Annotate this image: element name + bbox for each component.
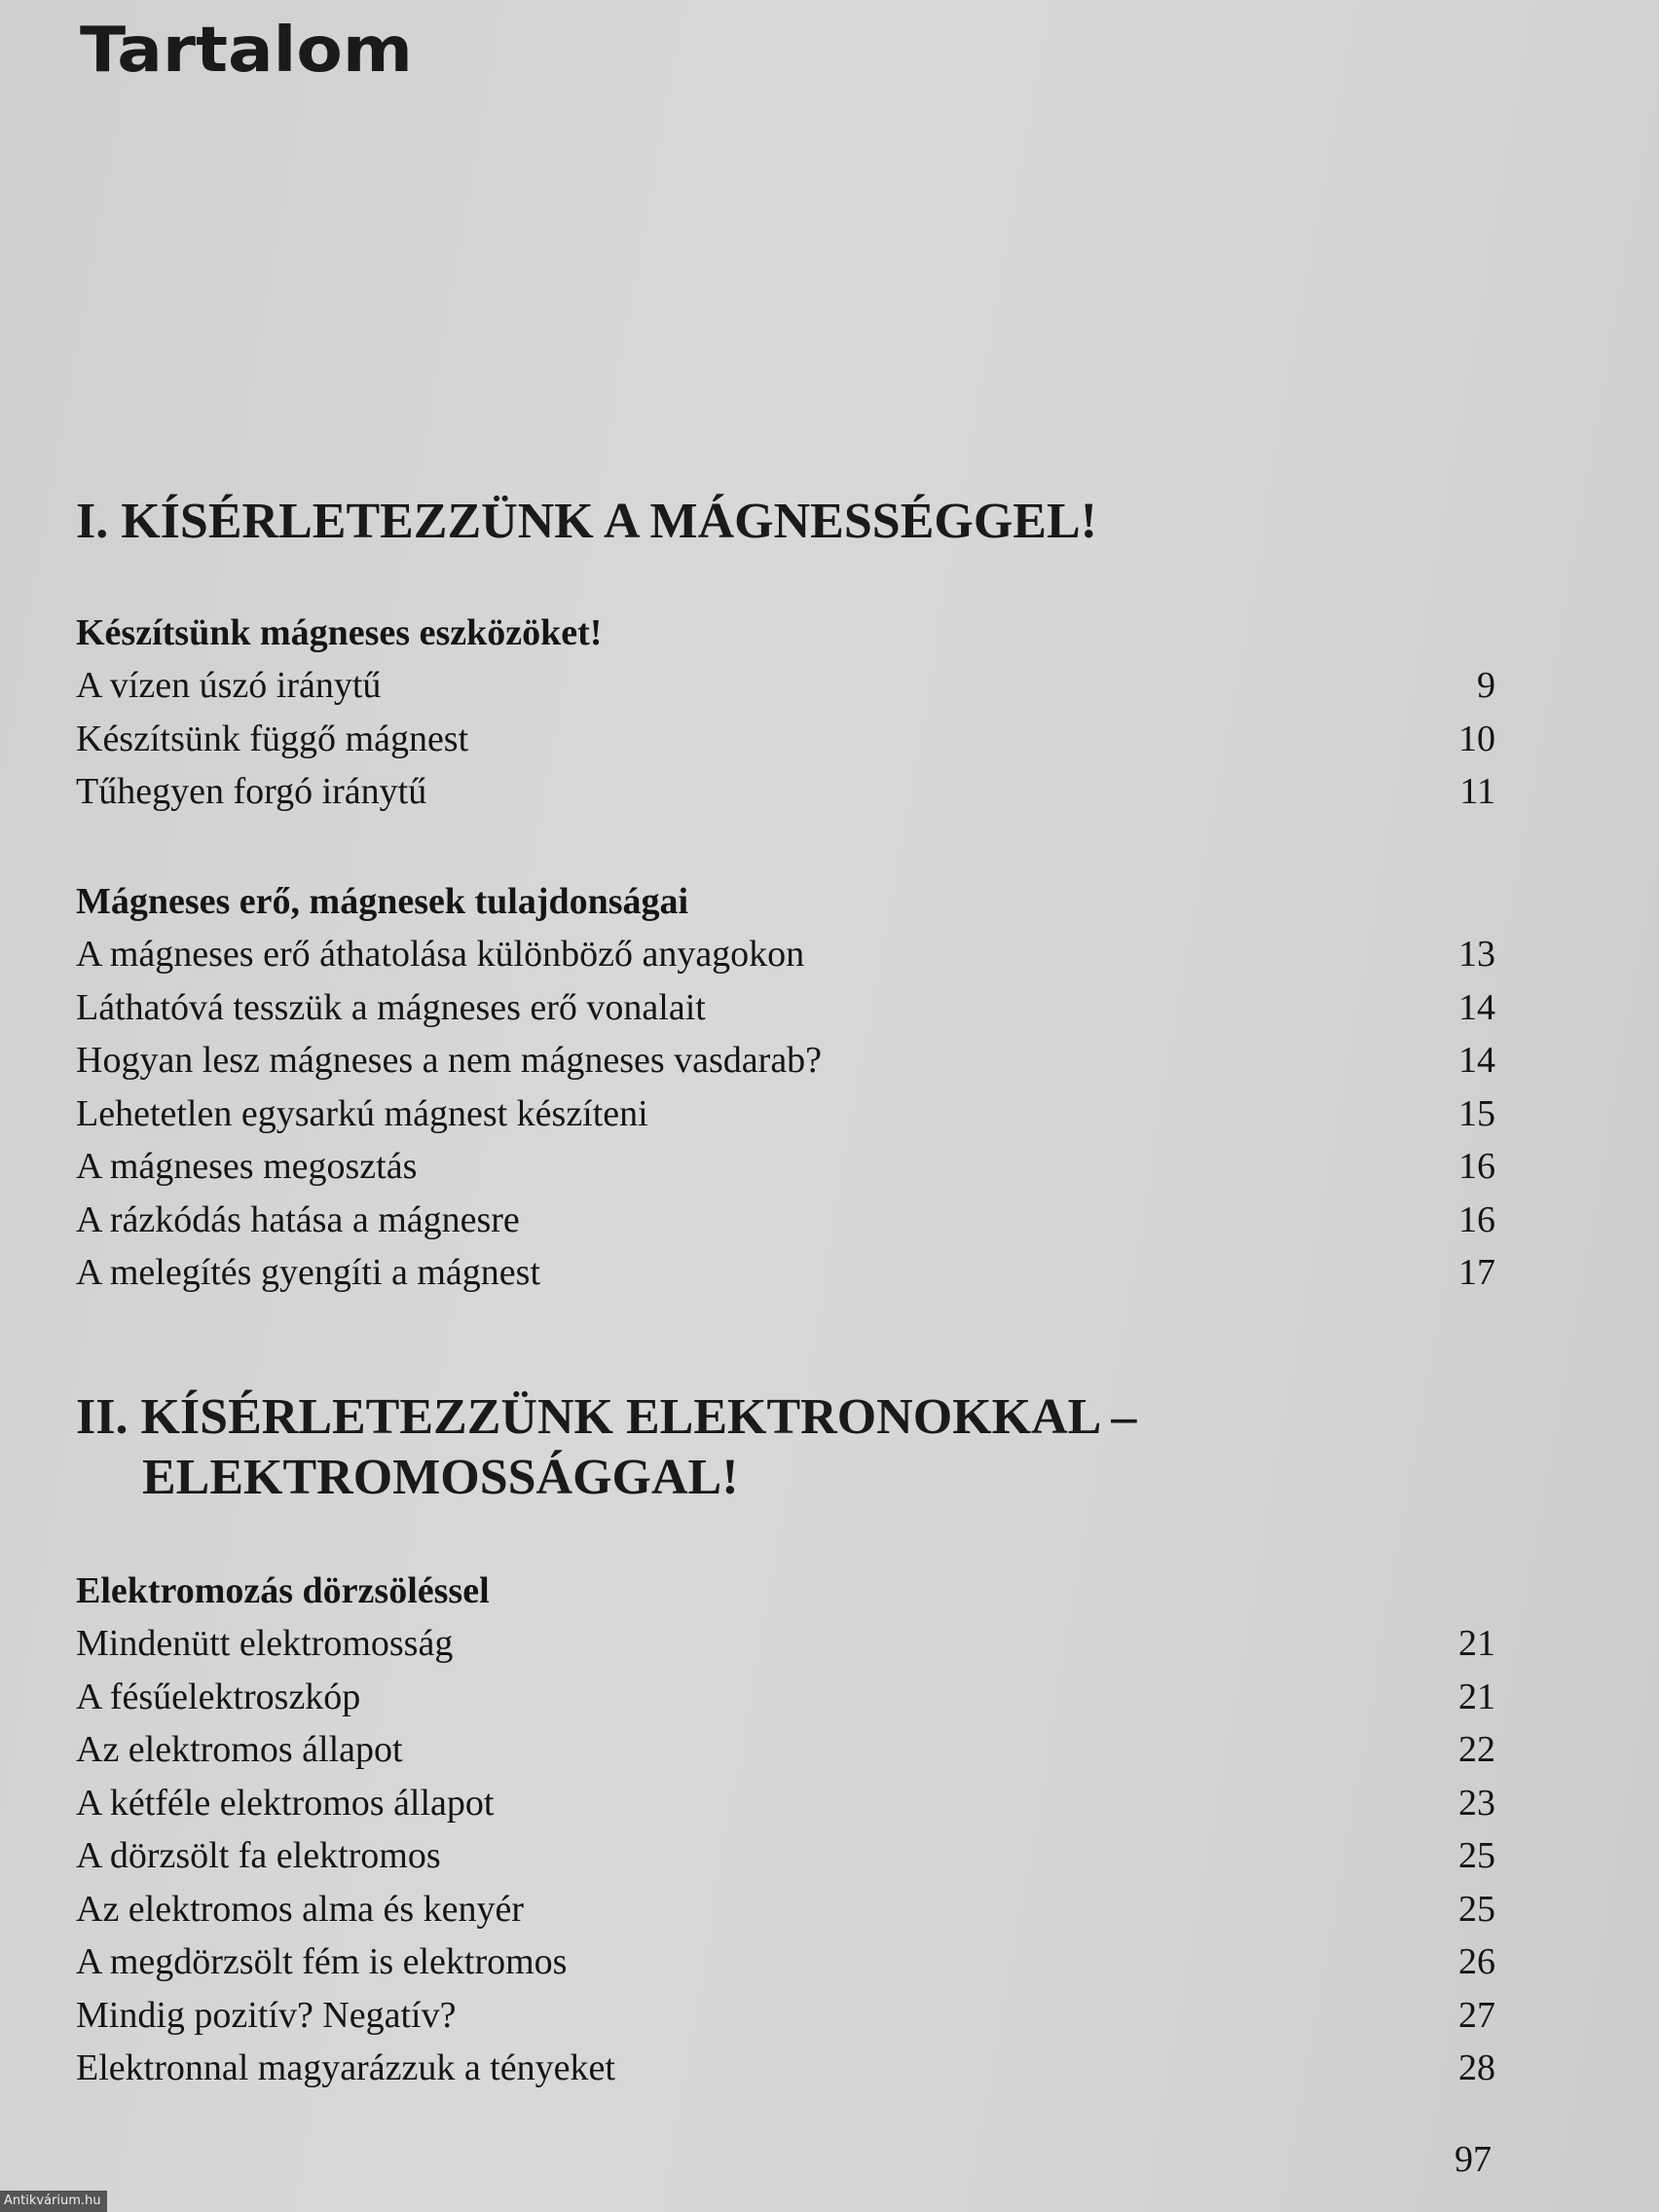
entry-page: 21 — [1458, 1676, 1495, 1717]
toc-entry — [76, 1617, 1495, 1671]
toc-entry — [76, 1671, 1495, 1724]
chapter-heading-2-line2: ELEKTROMOSSÁGGAL! — [142, 1450, 739, 1505]
chapter-heading-2 — [76, 1387, 1136, 1508]
toc-entry — [76, 1140, 1495, 1194]
entry-title: Tűhegyen forgó iránytű — [76, 771, 427, 812]
toc-entry — [76, 1883, 1495, 1936]
entry-title: Az elektromos állapot — [76, 1729, 403, 1770]
entry-page: 16 — [1458, 1146, 1495, 1187]
watermark-label: Antikvárium.hu — [0, 2191, 107, 2212]
entry-page: 17 — [1458, 1252, 1495, 1293]
entry-title: A mágneses erő áthatolása különböző anyagokon — [76, 934, 805, 975]
entry-page: 25 — [1458, 1888, 1495, 1930]
entry-page: 9 — [1477, 665, 1495, 706]
toc-entry — [76, 765, 1495, 819]
section-heading: Készítsünk mágneses eszközöket! — [76, 612, 603, 653]
entry-title: Mindig pozitív? Negatív? — [76, 1994, 457, 2036]
toc-entry — [76, 1194, 1495, 1247]
entry-page: 14 — [1458, 1040, 1495, 1081]
toc-entry — [76, 2042, 1495, 2095]
entry-title: A megdörzsölt fém is elektromos — [76, 1941, 568, 1982]
entry-page: 25 — [1458, 1835, 1495, 1876]
entry-page: 26 — [1458, 1941, 1495, 1982]
section-heading: Mágneses erő, mágnesek tulajdonságai — [76, 881, 689, 922]
section-1-2 — [76, 875, 1495, 1300]
toc-entry — [76, 1989, 1495, 2043]
chapter-heading-1 — [76, 492, 1097, 552]
entry-title: A dörzsölt fa elektromos — [76, 1835, 441, 1876]
section-2-1 — [76, 1565, 1495, 2095]
toc-entry — [76, 1723, 1495, 1777]
entry-page: 22 — [1458, 1729, 1495, 1770]
entry-page: 27 — [1458, 1994, 1495, 2036]
entry-page: 15 — [1458, 1092, 1495, 1134]
entry-title: A kétféle elektromos állapot — [76, 1782, 495, 1824]
toc-entry — [76, 1777, 1495, 1830]
toc-entry — [76, 713, 1495, 766]
page-title: Tartalom — [80, 15, 413, 87]
toc-entry — [76, 1088, 1495, 1141]
toc-entry — [76, 1246, 1495, 1300]
entry-page: 13 — [1458, 934, 1495, 975]
entry-page: 23 — [1458, 1782, 1495, 1824]
toc-entry — [76, 981, 1495, 1035]
entry-title: Elektronnal magyarázzuk a tényeket — [76, 2047, 615, 2088]
toc-entry — [76, 659, 1495, 713]
toc-entry — [76, 1034, 1495, 1088]
toc-entry — [76, 1936, 1495, 1989]
page-number: 97 — [1455, 2139, 1492, 2180]
chapter-heading-2-line1: II. KÍSÉRLETEZZÜNK ELEKTRONOKKAL – — [76, 1389, 1137, 1445]
entry-title: Lehetetlen egysarkú mágnest készíteni — [76, 1092, 648, 1134]
entry-page: 14 — [1458, 986, 1495, 1028]
section-heading: Elektromozás dörzsöléssel — [76, 1570, 490, 1611]
entry-page: 21 — [1458, 1623, 1495, 1664]
entry-title: A melegítés gyengíti a mágnest — [76, 1252, 541, 1293]
entry-title: A fésűelektroszkóp — [76, 1676, 361, 1717]
entry-title: A mágneses megosztás — [76, 1146, 418, 1187]
entry-title: Hogyan lesz mágneses a nem mágneses vasdarab? — [76, 1040, 823, 1081]
section-1-1 — [76, 607, 1495, 819]
entry-page: 10 — [1458, 718, 1495, 759]
entry-title: A vízen úszó iránytű — [76, 665, 382, 706]
chapter-heading-1-line1: I. KÍSÉRLETEZZÜNK A MÁGNESSÉGGEL! — [76, 494, 1097, 549]
toc-entry — [76, 1829, 1495, 1883]
entry-page: 28 — [1458, 2047, 1495, 2088]
entry-title: Készítsünk függő mágnest — [76, 718, 469, 759]
entry-title: Az elektromos alma és kenyér — [76, 1888, 525, 1930]
entry-title: A rázkódás hatása a mágnesre — [76, 1198, 520, 1240]
entry-title: Mindenütt elektromosság — [76, 1623, 454, 1664]
entry-title: Láthatóvá tesszük a mágneses erő vonalait — [76, 986, 706, 1028]
entry-page: 11 — [1459, 771, 1495, 812]
entry-page: 16 — [1458, 1198, 1495, 1240]
toc-entry — [76, 928, 1495, 981]
